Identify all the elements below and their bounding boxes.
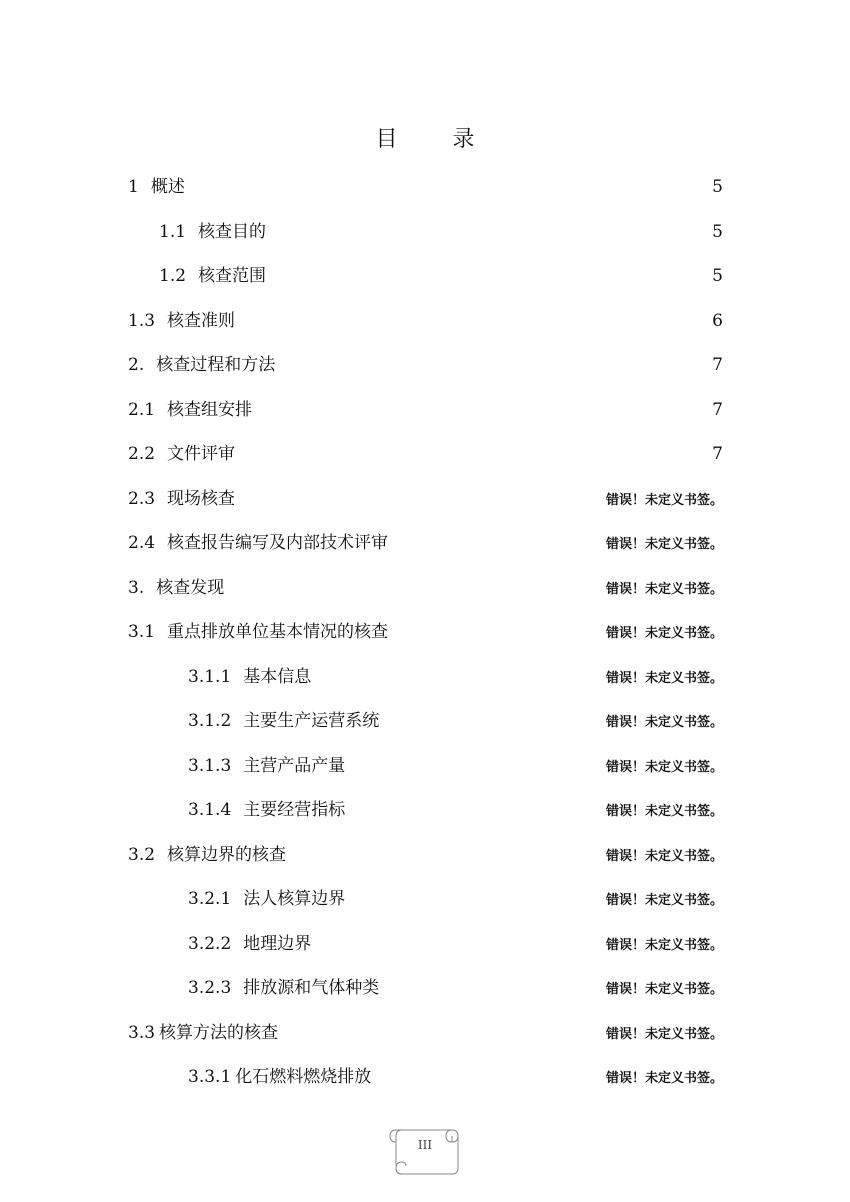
- toc-entry-label: 重点排放单位基本情况的核查: [167, 622, 389, 642]
- toc-entry-label: 现场核查: [167, 488, 236, 509]
- toc-entry-number: 2.: [128, 355, 145, 375]
- toc-bookmark-error: 错误！未定义书签。: [605, 759, 723, 775]
- toc-entry-number: 3.: [128, 577, 145, 598]
- toc-entry-number: 3.2.1: [188, 889, 232, 909]
- toc-bookmark-error: 错误！未定义书签。: [605, 670, 723, 686]
- toc-bookmark-error: 错误！未定义书签。: [605, 1026, 723, 1042]
- toc-dot-leader: [226, 592, 604, 593]
- toc-dot-leader: [254, 414, 710, 415]
- toc-entry[interactable]: [128, 210, 723, 255]
- toc-entry[interactable]: [128, 165, 723, 210]
- toc-dot-leader: [237, 458, 710, 459]
- toc-entry-label: 主要经营指标: [243, 800, 346, 820]
- toc-dot-leader: [288, 859, 604, 860]
- toc-entry-number: 3.1: [128, 622, 156, 642]
- toc-entry-number: 3.1.3: [188, 755, 232, 776]
- toc-entry-number: 3.2.2: [188, 933, 232, 954]
- toc-dot-leader: [277, 369, 710, 370]
- toc-dot-leader: [268, 236, 710, 237]
- toc-entry-label: 核算方法的核查: [159, 1022, 279, 1043]
- toc-entry-label: 核查组安排: [167, 399, 253, 420]
- toc-dot-leader: [268, 280, 710, 281]
- toc-entry-label: 化石燃料燃烧排放: [235, 1067, 372, 1087]
- toc-entry-number: 2.4: [128, 533, 156, 553]
- toc-entry-label: 核查目的: [198, 221, 267, 242]
- toc-title: 目 录: [375, 127, 499, 152]
- toc-entry-number: 2.2: [128, 444, 156, 464]
- toc-page-number: 7: [712, 399, 723, 420]
- toc-entry[interactable]: [128, 477, 723, 522]
- toc-entry[interactable]: [128, 788, 723, 833]
- table-of-contents: [128, 165, 723, 1100]
- toc-dot-leader: [313, 948, 604, 949]
- toc-dot-leader: [347, 814, 604, 815]
- toc-page-number: 7: [712, 444, 723, 464]
- toc-entry-number: 3.1.1: [188, 666, 232, 687]
- toc-entry-number: 2.3: [128, 488, 156, 509]
- toc-entry-label: 核查报告编写及内部技术评审: [167, 533, 389, 553]
- toc-entry-label: 主要生产运营系统: [243, 711, 380, 731]
- toc-entry-label: 核查准则: [167, 310, 236, 331]
- toc-dot-leader: [347, 903, 604, 904]
- toc-entry-number: 2.1: [128, 399, 156, 420]
- toc-entry[interactable]: [128, 343, 723, 388]
- toc-bookmark-error: 错误！未定义书签。: [605, 715, 723, 730]
- toc-dot-leader: [381, 725, 604, 726]
- toc-dot-leader: [187, 191, 710, 192]
- toc-entry-number: 3.1.4: [188, 800, 232, 820]
- toc-bookmark-error: 错误！未定义书签。: [605, 537, 723, 552]
- toc-entry-number: 1.1: [159, 221, 187, 242]
- toc-entry[interactable]: [128, 833, 723, 878]
- toc-entry[interactable]: [128, 610, 723, 655]
- toc-bookmark-error: 错误！未定义书签。: [605, 937, 723, 953]
- toc-dot-leader: [390, 636, 604, 637]
- toc-bookmark-error: 错误！未定义书签。: [605, 1071, 723, 1086]
- toc-entry-number: 3.3: [128, 1022, 156, 1043]
- toc-entry-label: 文件评审: [167, 444, 236, 464]
- toc-bookmark-error: 错误！未定义书签。: [605, 982, 723, 997]
- toc-entry[interactable]: [128, 254, 723, 299]
- toc-entry-label: 核算边界的核查: [167, 844, 287, 865]
- toc-entry-label: 法人核算边界: [243, 889, 346, 909]
- toc-entry-label: 概述: [150, 177, 185, 197]
- toc-dot-leader: [373, 1081, 604, 1082]
- toc-dot-leader: [390, 547, 604, 548]
- toc-bookmark-error: 错误！未定义书签。: [605, 492, 723, 508]
- toc-bookmark-error: 错误！未定义书签。: [605, 626, 723, 641]
- toc-entry[interactable]: [128, 655, 723, 700]
- toc-page-number: 5: [712, 266, 723, 286]
- toc-entry[interactable]: [128, 1055, 723, 1100]
- toc-entry-label: 地理边界: [243, 933, 312, 954]
- toc-bookmark-error: 错误！未定义书签。: [605, 848, 723, 864]
- toc-entry[interactable]: [128, 432, 723, 477]
- toc-entry-label: 核查发现: [156, 577, 225, 598]
- toc-entry[interactable]: [128, 877, 723, 922]
- toc-entry[interactable]: [128, 1011, 723, 1056]
- toc-entry-label: 核查范围: [198, 266, 267, 286]
- toc-entry[interactable]: [128, 299, 723, 344]
- toc-entry-number: 3.1.2: [188, 711, 232, 731]
- toc-entry-number: 3.2.3: [188, 978, 232, 998]
- toc-dot-leader: [313, 681, 604, 682]
- toc-dot-leader: [237, 325, 710, 326]
- toc-page-number: 5: [712, 221, 723, 242]
- toc-page-number: 7: [712, 355, 723, 375]
- toc-page-number: 6: [712, 310, 723, 331]
- toc-dot-leader: [381, 992, 604, 993]
- toc-entry-number: 1.3: [128, 310, 156, 331]
- toc-bookmark-error: 错误！未定义书签。: [605, 581, 723, 597]
- toc-entry[interactable]: [128, 521, 723, 566]
- toc-bookmark-error: 错误！未定义书签。: [605, 893, 723, 908]
- toc-entry[interactable]: [128, 566, 723, 611]
- toc-entry-label: 排放源和气体种类: [243, 978, 380, 998]
- page-number: III: [417, 1138, 433, 1152]
- toc-entry[interactable]: [128, 699, 723, 744]
- toc-entry-number: 3.2: [128, 844, 156, 865]
- toc-entry[interactable]: [128, 922, 723, 967]
- toc-entry[interactable]: [128, 388, 723, 433]
- toc-page-number: 5: [712, 177, 723, 197]
- toc-dot-leader: [347, 770, 604, 771]
- toc-entry[interactable]: [128, 744, 723, 789]
- toc-entry-number: 3.3.1: [188, 1067, 232, 1087]
- toc-bookmark-error: 错误！未定义书签。: [605, 804, 723, 819]
- toc-entry-number: 1.2: [159, 266, 187, 286]
- toc-entry-label: 基本信息: [243, 666, 312, 687]
- toc-dot-leader: [237, 503, 604, 504]
- toc-entry-label: 主营产品产量: [243, 755, 346, 776]
- toc-entry-number: 1: [128, 177, 139, 197]
- toc-entry[interactable]: [128, 966, 723, 1011]
- toc-entry-label: 核查过程和方法: [156, 355, 276, 375]
- toc-dot-leader: [280, 1037, 604, 1038]
